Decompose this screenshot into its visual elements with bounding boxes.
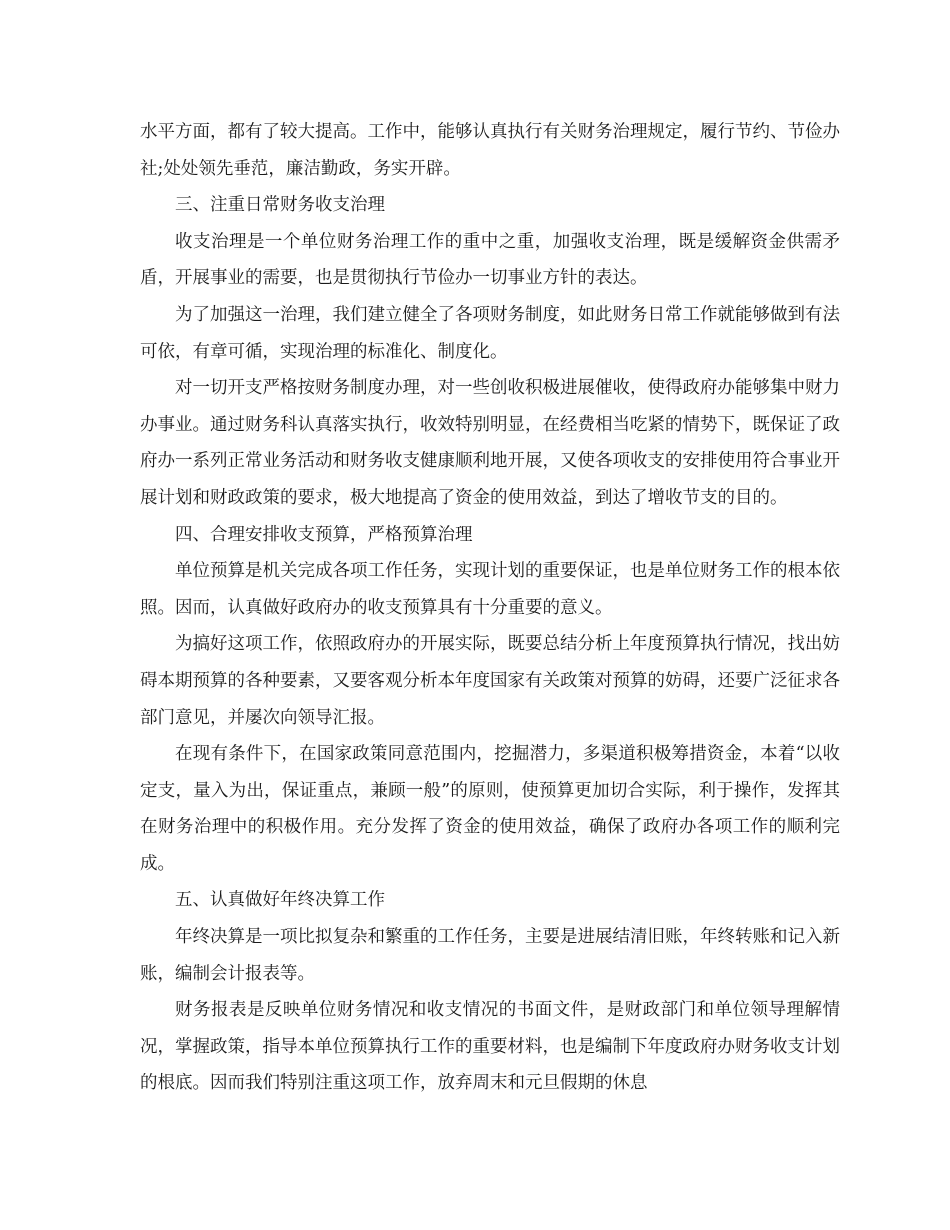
paragraph: 收支治理是一个单位财务治理工作的重中之重，加强收支治理，既是缓解资金供需矛盾，开展事业的需要，也是贯彻执行节俭办一切事业方针的表达。 [140, 231, 840, 289]
section-heading-5: 五、认真做好年终决算工作 [175, 890, 385, 911]
paragraph: 在现有条件下，在国家政策同意范围内，挖掘潜力，多渠道积极筹措资金，本着“以收定支，量入为出，保证重点，兼顾一般”的原则，使预算更加切合实际，利于操作，发挥其在财务治理中的积极作用。充分发挥了资金的使用效益，确保了政府办各项工作的顺利完成。 [140, 744, 840, 874]
paragraph: 为了加强这一治理，我们建立健全了各项财务制度，如此财务日常工作就能够做到有法可依，有章可循，实现治理的标准化、制度化。 [140, 304, 840, 362]
paragraph: 单位预算是机关完成各项工作任务，实现计划的重要保证，也是单位财务工作的根本依照。因而，认真做好政府办的收支预算具有十分重要的意义。 [140, 561, 840, 618]
paragraph: 财务报表是反映单位财务情况和收支情况的书面文件，是财政部门和单位领导理解情况，掌握政策，指导本单位预算执行工作的重要材料，也是编制下年度政府办财务收支计划的根底。因而我们特别注重这项工作，放弃周末和元旦假期的休息 [140, 1000, 840, 1094]
section-heading-4: 四、合理安排收支预算，严格预算治理 [175, 524, 473, 545]
section-heading-3: 三、注重日常财务收支治理 [175, 195, 385, 216]
paragraph: 年终决算是一项比拟复杂和繁重的工作任务，主要是进展结清旧账，年终转账和记入新账，编制会计报表等。 [140, 927, 840, 984]
document-body [140, 114, 840, 1102]
paragraph: 对一切开支严格按财务制度办理，对一些创收积极进展催收，使得政府办能够集中财力办事业。通过财务科认真落实执行，收效特别明显，在经费相当吃紧的情势下，既保证了政府办一系列正常业务活动和财务收支健康顺利地开展，又使各项收支的安排使用符合事业开展计划和财政政策的要求，极大地提高了资金的使用效益，到达了增收节支的目的。 [140, 378, 840, 508]
paragraph: 为搞好这项工作，依照政府办的开展实际，既要总结分析上年度预算执行情况，找出妨碍本期预算的各种要素，又要客观分析本年度国家有关政策对预算的妨碍，还要广泛征求各部门意见，并屡次向领导汇报。 [140, 634, 840, 728]
paragraph-continued: 水平方面，都有了较大提高。工作中，能够认真执行有关财务治理规定，履行节约、节俭办社;处处领先垂范，廉洁勤政，务实开辟。 [140, 122, 840, 179]
